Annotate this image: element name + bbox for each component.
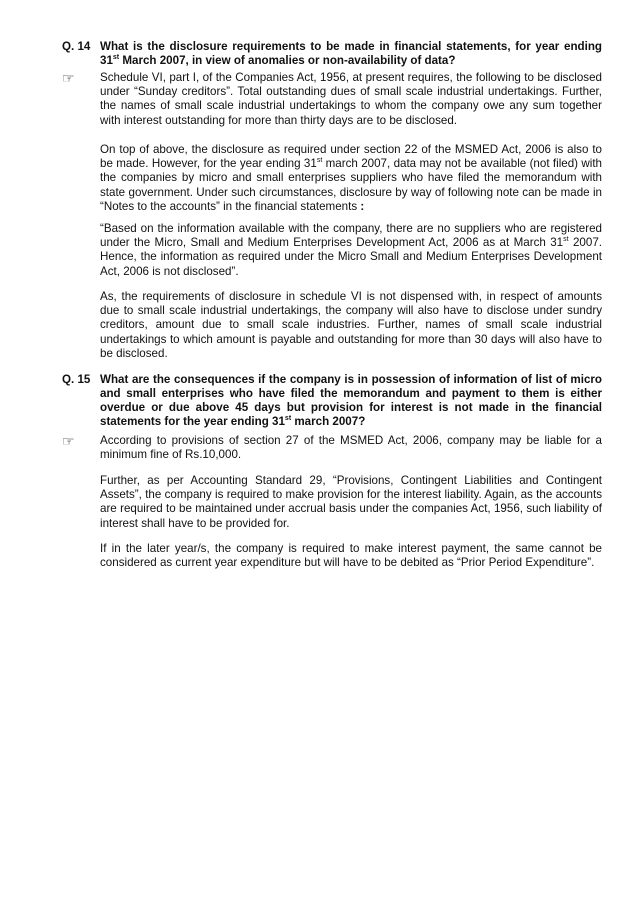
answer-14-p2-superscript: st bbox=[316, 157, 323, 165]
answer-14-p3-part2: 2007. Hence, the information as required under the Micro Small and Medium Enterprises Development Act, 2006 is not disclosed”. bbox=[100, 236, 603, 278]
pointing-hand-icon: ☞ bbox=[62, 70, 75, 86]
question-14-text-part2: March 2007, in view of anomalies or non-availability of data? bbox=[119, 54, 456, 67]
answer-14-paragraph-1: Schedule VI, part I, of the Companies Act, 1956, at present requires, the following to be disclosed under “Sunday creditors”. Total outstanding dues of small scale industrial undertakings. Further, the names of small scale industrial undertakings to whom the company owe any sum together with interest outstanding for more than thirty days are to be disclosed. bbox=[100, 71, 602, 127]
answer-14-p3-superscript: st bbox=[563, 236, 569, 244]
answer-14-p2-part1: On top of above, the disclosure as required under section 22 of the MSMED Act, 2006 is also to be made. However, for the year ending 31 bbox=[100, 143, 602, 171]
answer-15-paragraph-2: Further, as per Accounting Standard 29, “Provisions, Contingent Liabilities and Contingent Assets”, the company is required to make provision for the interest liability. Again, as the accounts are required to be maintained under accrual basis under the companies Act, 1956, such liability of interest shall have to be provided for. bbox=[100, 474, 602, 530]
answer-14-paragraph-3 bbox=[100, 222, 602, 279]
question-15-number: Q. 15 bbox=[62, 373, 91, 386]
question-15-text-part1: What are the consequences if the company is in possession of information of list of micro and small enterprises who have filed the memorandum and payment to them is either overdue or due above 45 days but provision for interest is not made in the financial statements for the year ending 31 bbox=[100, 373, 602, 428]
question-15-text bbox=[100, 373, 602, 429]
answer-14-paragraph-2 bbox=[100, 143, 602, 214]
question-15-superscript: st bbox=[284, 415, 292, 422]
question-14-text-part1: What is the disclosure requirements to be made in financial statements, for year ending 31 bbox=[100, 40, 602, 67]
question-14-number: Q. 14 bbox=[62, 40, 91, 53]
question-15-text-part2: march 2007? bbox=[291, 415, 366, 428]
pointing-hand-icon: ☞ bbox=[62, 433, 75, 449]
answer-14-p2-part2: march 2007, data may not be available (not filed) with the companies by micro and small enterprises suppliers who have filed the memorandum with state government. Under such circumstances, disclosure by way of following note can be made in “Notes to the accounts” in the financial statements bbox=[100, 157, 602, 213]
answer-15-paragraph-1: According to provisions of section 27 of the MSMED Act, 2006, company may be liable for a minimum fine of Rs.10,000. bbox=[100, 434, 602, 462]
answer-14-p2-colon: : bbox=[360, 199, 365, 213]
answer-14-p3-part1: “Based on the information available with the company, there are no suppliers who are registered under the Micro, Small and Medium Enterprises Development Act, 2006 as at March 31 bbox=[100, 222, 602, 250]
question-14-superscript: st bbox=[112, 54, 120, 61]
answer-14-paragraph-4: As, the requirements of disclosure in schedule VI is not dispensed with, in respect of amounts due to small scale industrial undertakings, the company will also have to disclose under sundry creditors, amount due to small scale industries. Further, names of small scale industrial undertakings to which amount is payable and outstanding for more than 30 days will also have to be disclosed. bbox=[100, 290, 602, 360]
question-14-text bbox=[100, 40, 602, 68]
answer-15-paragraph-3: If in the later year/s, the company is required to make interest payment, the same cannot be considered as current year expenditure but will have to be debited as “Prior Period Expenditure”. bbox=[100, 542, 602, 570]
